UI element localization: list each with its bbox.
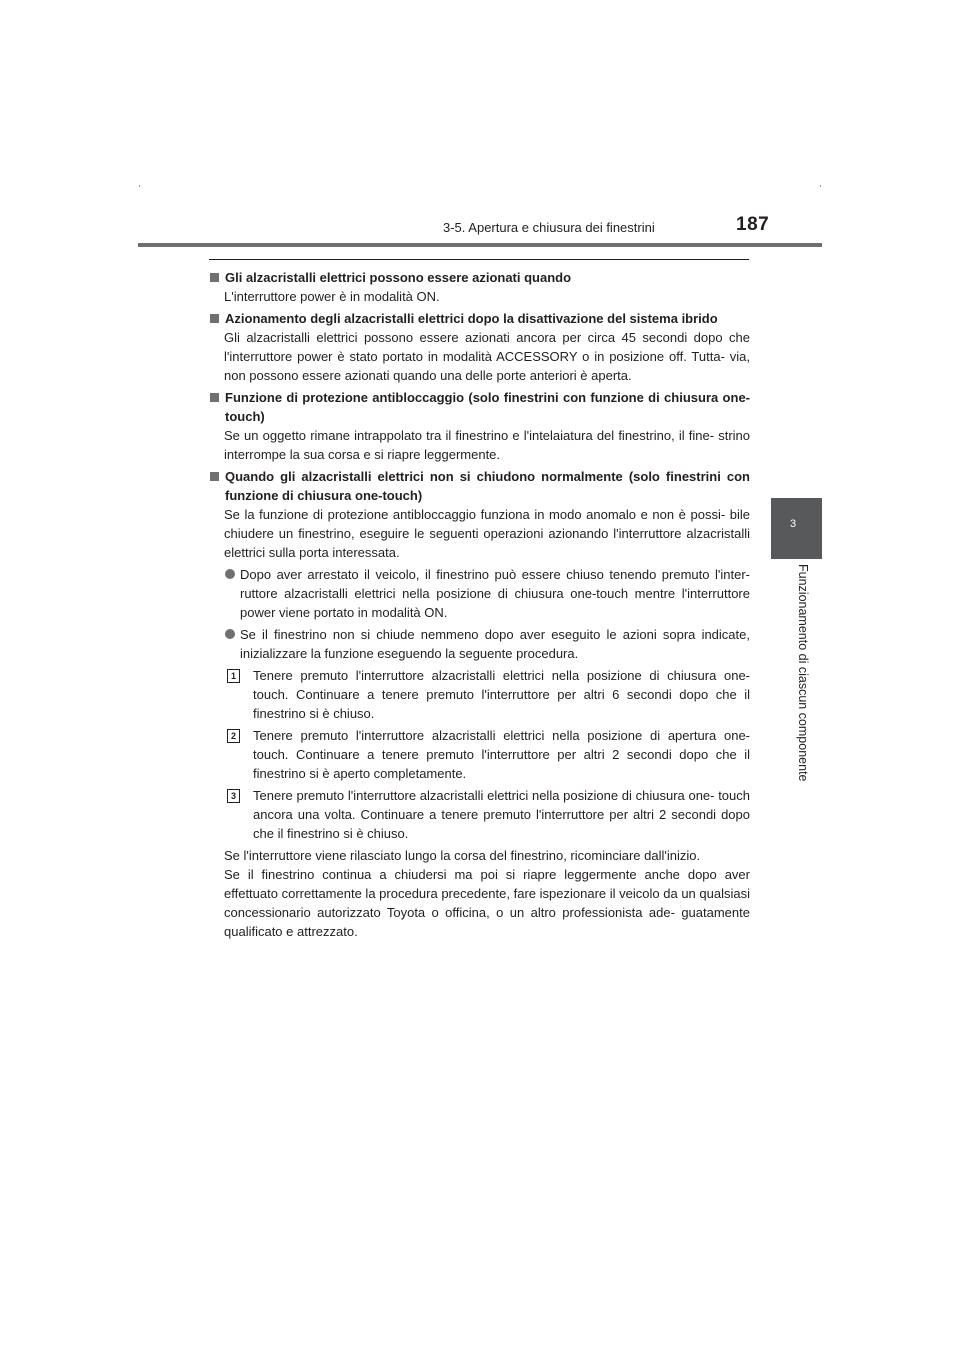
crop-mark-left — [139, 185, 140, 187]
list-item — [224, 625, 750, 663]
step-text: Tenere premuto l'interruttore alzacristalli elettrici nella posizione di apertura one- touch. Continuare a tenere premuto l'interruttore per altri 2 secondi dopo che il finestrino si è aperto completamente. — [253, 728, 750, 781]
round-bullet-icon — [225, 629, 235, 639]
section-heading — [209, 388, 750, 426]
square-bullet-icon — [210, 393, 219, 402]
section-body: Gli alzacristalli elettrici possono essere azionati ancora per circa 45 secondi dopo che l'interruttore power è stato portato in modalità ACCESSORY o in posizione off. Tutta- via, non possono essere azionati quando una delle porte anteriori è aperta. — [224, 330, 750, 383]
square-bullet-icon — [210, 314, 219, 323]
section-heading — [209, 309, 750, 328]
round-bullet-icon — [225, 569, 235, 579]
step-number-badge: 2 — [227, 729, 240, 743]
square-bullet-icon — [210, 472, 219, 481]
procedure-step — [226, 666, 750, 723]
list-item-text: Dopo aver arrestato il veicolo, il finestrino può essere chiuso tenendo premuto l'inter- ruttore alzacristalli elettrici nella posizione di chiusura one-touch mentre l'interruttore power viene portato in modalità ON. — [240, 567, 750, 620]
closing-paragraph: Se il finestrino continua a chiudersi ma poi si riapre leggermente anche dopo aver effettuato correttamente la procedura precedente, fare ispezionare il veicolo da un qualsiasi concessionario autorizzato Toyota o officina, o un altro professionista ade- guatamente qualificato e attrezzato. — [224, 867, 750, 939]
list-item-text: Se il finestrino non si chiude nemmeno dopo aver eseguito le azioni sopra indicate, inizializzare la funzione eseguendo la seguente procedura. — [240, 627, 750, 661]
procedure-step — [226, 726, 750, 783]
procedure-step — [226, 786, 750, 843]
step-number-badge: 3 — [227, 789, 240, 803]
content-top-rule — [209, 259, 749, 260]
section-heading-text: Gli alzacristalli elettrici possono essere azionati quando — [225, 270, 572, 285]
chapter-tab — [771, 498, 822, 559]
section-heading — [209, 268, 750, 287]
crop-mark-right — [820, 185, 821, 187]
section-body: L'interruttore power è in modalità ON. — [224, 289, 440, 304]
section-heading-text: Azionamento degli alzacristalli elettrici dopo la disattivazione del sistema ibrido — [225, 311, 718, 326]
section-heading-text: Quando gli alzacristalli elettrici non si chiudono normalmente (solo finestrini con funzione di chiusura one-touch) — [225, 469, 750, 503]
closing-paragraph: Se l'interruttore viene rilasciato lungo la corsa del finestrino, ricominciare dall'inizio. — [224, 848, 701, 863]
chapter-number: 3 — [790, 518, 797, 530]
page-number: 187 — [736, 214, 770, 235]
chapter-title: Funzionamento di ciascun componente — [796, 564, 810, 782]
step-text: Tenere premuto l'interruttore alzacristalli elettrici nella posizione di chiusura one- touch. Continuare a tenere premuto l'interruttore per altri 6 secondi dopo che il finestrino si è chiuso. — [253, 668, 750, 721]
step-text: Tenere premuto l'interruttore alzacristalli elettrici nella posizione di chiusura one- touch ancora una volta. Continuare a tenere premuto l'interruttore per altri 2 secondi dopo che il finestrino si è chiuso. — [253, 788, 750, 841]
header-rule — [138, 243, 822, 247]
section-heading — [209, 467, 750, 505]
section-heading-text: Funzione di protezione antibloccaggio (solo finestrini con funzione di chiusura one-touch) — [225, 390, 750, 424]
header-section-title: 3-5. Apertura e chiusura dei finestrini — [443, 220, 655, 235]
main-content — [209, 266, 750, 941]
list-item — [224, 565, 750, 622]
section-body: Se la funzione di protezione antibloccaggio funziona in modo anomalo e non è possi- bile chiudere un finestrino, eseguire le seguenti operazioni azionando l'interruttore alzacristalli elettrici sulla porta interessata. — [224, 507, 750, 560]
step-number-badge: 1 — [227, 669, 240, 683]
section-body: Se un oggetto rimane intrappolato tra il finestrino e l'intelaiatura del finestrino, il fine- strino interrompe la sua corsa e si riapre leggermente. — [224, 428, 750, 462]
square-bullet-icon — [210, 273, 219, 282]
